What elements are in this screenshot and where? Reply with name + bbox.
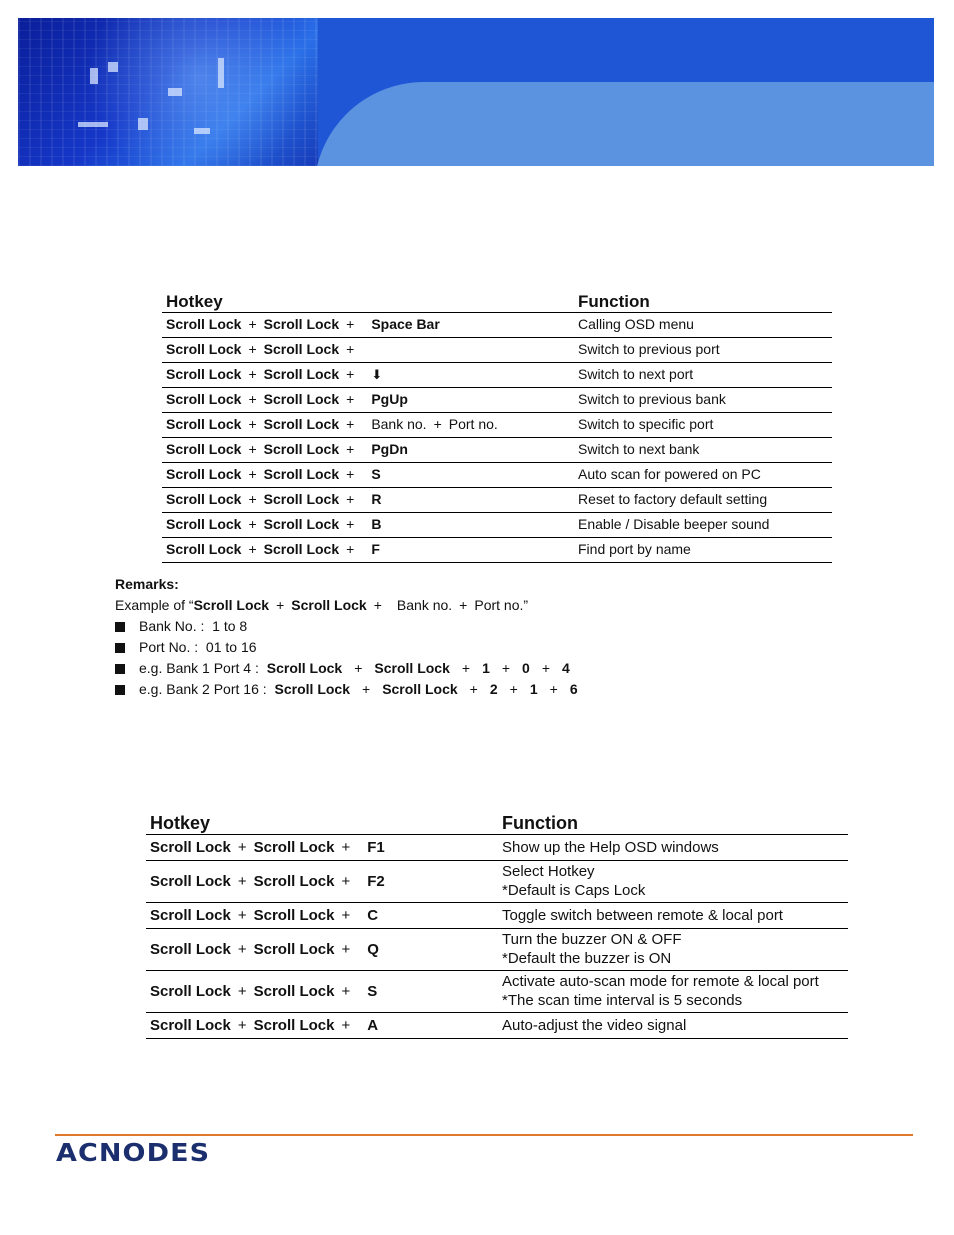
third-key bbox=[371, 365, 396, 384]
table-row bbox=[162, 462, 832, 487]
key-label: Scroll Lock bbox=[263, 366, 340, 382]
key-label: S bbox=[367, 982, 378, 1000]
plus-sign: + bbox=[237, 906, 247, 924]
key-label: Scroll Lock bbox=[150, 838, 231, 856]
down-arrow-icon: ⬇ bbox=[371, 367, 383, 382]
plus-sign: + bbox=[248, 516, 257, 532]
third-key bbox=[371, 440, 422, 459]
key-label: C bbox=[367, 906, 379, 924]
key-label: Scroll Lock bbox=[166, 491, 242, 507]
circuit-board-image bbox=[18, 18, 318, 166]
plus-sign: + bbox=[346, 491, 355, 507]
hotkey-cell bbox=[162, 437, 574, 462]
hotkey-cell bbox=[162, 337, 574, 362]
function-cell: Reset to factory default setting bbox=[574, 487, 832, 512]
third-key bbox=[371, 340, 385, 359]
key-label: Bank no. bbox=[371, 416, 427, 432]
footer-rule bbox=[55, 1134, 913, 1136]
third-key bbox=[371, 515, 395, 534]
function-cell: Switch to previous port bbox=[574, 337, 832, 362]
hotkey-cell bbox=[162, 512, 574, 537]
plus-sign: + bbox=[248, 466, 257, 482]
remarks-bullet-bank: Bank No. : 1 to 8 bbox=[115, 616, 578, 637]
function-cell: Auto scan for powered on PC bbox=[574, 462, 832, 487]
hotkey-cell bbox=[146, 902, 498, 928]
third-key bbox=[371, 315, 453, 334]
function-text: Toggle switch between remote & local port bbox=[502, 906, 783, 924]
key-label: S bbox=[371, 466, 381, 482]
hotkey-column-header: Hotkey bbox=[146, 810, 498, 834]
function-cell bbox=[498, 902, 848, 928]
plus-sign: + bbox=[248, 341, 257, 357]
plus-sign: + bbox=[237, 1016, 247, 1034]
key-label: Scroll Lock bbox=[166, 441, 242, 457]
key-label: Scroll Lock bbox=[263, 416, 340, 432]
table-row bbox=[146, 902, 848, 928]
table-row bbox=[162, 362, 832, 387]
plus-sign: + bbox=[237, 940, 247, 958]
key-label: Scroll Lock bbox=[263, 391, 340, 407]
function-column-header: Function bbox=[498, 810, 848, 834]
plus-sign: + bbox=[248, 541, 257, 557]
key-label: Space Bar bbox=[371, 316, 440, 332]
table-row bbox=[146, 928, 848, 970]
plus-sign: + bbox=[341, 982, 351, 1000]
function-cell bbox=[498, 970, 848, 1012]
acnodes-logo: ACNODES bbox=[56, 1138, 211, 1167]
hotkey-cell bbox=[162, 487, 574, 512]
hotkey-cell bbox=[162, 387, 574, 412]
function-text: Select Hotkey bbox=[502, 863, 595, 880]
remarks-example-1: e.g. Bank 1 Port 4 : Scroll Lock + Scroll Lock + 1 + 0 + 4 bbox=[115, 658, 578, 679]
plus-sign: + bbox=[248, 366, 257, 382]
hotkey-cell bbox=[162, 462, 574, 487]
key-label: Scroll Lock bbox=[253, 872, 335, 890]
key-label: Scroll Lock bbox=[166, 416, 242, 432]
key-label: Scroll Lock bbox=[253, 906, 335, 924]
table-row bbox=[162, 337, 832, 362]
table-row bbox=[162, 312, 832, 337]
remarks-example: Example of “Scroll Lock + Scroll Lock + Bank no. + Port no.” bbox=[115, 597, 529, 613]
key-label: Scroll Lock bbox=[150, 982, 231, 1000]
function-cell: Switch to previous bank bbox=[574, 387, 832, 412]
plus-sign: + bbox=[237, 872, 247, 890]
key-label: Scroll Lock bbox=[150, 940, 231, 958]
key-label: F bbox=[371, 541, 380, 557]
banner-curve bbox=[314, 82, 934, 166]
function-text: Auto-adjust the video signal bbox=[502, 1016, 687, 1034]
plus-sign: + bbox=[346, 441, 355, 457]
key-label: PgDn bbox=[371, 441, 408, 457]
key-label: A bbox=[367, 1016, 379, 1034]
table-row bbox=[162, 437, 832, 462]
hotkey-cell bbox=[146, 928, 498, 970]
key-label: Scroll Lock bbox=[150, 906, 231, 924]
key-label: Scroll Lock bbox=[263, 316, 340, 332]
key-label: Scroll Lock bbox=[263, 466, 340, 482]
key-label: Port no. bbox=[448, 416, 498, 432]
table-header-row bbox=[162, 287, 832, 312]
hotkey-cell bbox=[162, 537, 574, 562]
plus-sign: + bbox=[346, 541, 355, 557]
key-label: B bbox=[371, 516, 382, 532]
hotkey-table-1 bbox=[162, 287, 832, 563]
function-cell: Switch to specific port bbox=[574, 412, 832, 437]
remarks-example-2: e.g. Bank 2 Port 16 : Scroll Lock + Scroll Lock + 2 + 1 + 6 bbox=[115, 679, 578, 700]
key-label: Scroll Lock bbox=[166, 466, 242, 482]
key-label: Scroll Lock bbox=[253, 1016, 335, 1034]
key-label: Scroll Lock bbox=[166, 516, 242, 532]
hotkey-cell bbox=[146, 834, 498, 860]
key-label: Scroll Lock bbox=[263, 541, 340, 557]
key-label: Q bbox=[367, 940, 379, 958]
key-label: R bbox=[371, 491, 382, 507]
function-cell: Find port by name bbox=[574, 537, 832, 562]
function-cell: Enable / Disable beeper sound bbox=[574, 512, 832, 537]
key-label: Scroll Lock bbox=[166, 541, 242, 557]
function-text: Show up the Help OSD windows bbox=[502, 838, 719, 856]
table-row bbox=[162, 387, 832, 412]
hotkey-cell bbox=[146, 970, 498, 1012]
function-cell bbox=[498, 1012, 848, 1038]
key-label: Scroll Lock bbox=[263, 516, 340, 532]
bullet-icon bbox=[115, 643, 125, 653]
function-text: Activate auto-scan mode for remote & local port bbox=[502, 973, 819, 990]
plus-sign: + bbox=[433, 416, 442, 432]
remarks-bullet-port: Port No. : 01 to 16 bbox=[115, 637, 578, 658]
key-label: Scroll Lock bbox=[150, 1016, 231, 1034]
bullet-icon bbox=[115, 622, 125, 632]
function-note: *The scan time interval is 5 seconds bbox=[502, 992, 743, 1009]
hotkey-cell bbox=[146, 1012, 498, 1038]
third-key bbox=[371, 465, 394, 484]
bullet-icon bbox=[115, 664, 125, 674]
plus-sign: + bbox=[341, 838, 351, 856]
third-key bbox=[371, 415, 497, 434]
plus-sign: + bbox=[248, 416, 257, 432]
function-cell bbox=[498, 928, 848, 970]
key-label: Scroll Lock bbox=[166, 316, 242, 332]
hotkey-cell bbox=[162, 412, 574, 437]
key-label: Scroll Lock bbox=[166, 391, 242, 407]
plus-sign: + bbox=[346, 516, 355, 532]
function-cell bbox=[498, 834, 848, 860]
plus-sign: + bbox=[341, 872, 351, 890]
hotkey-table-2 bbox=[146, 810, 848, 1039]
key-label: Scroll Lock bbox=[263, 441, 340, 457]
plus-sign: + bbox=[346, 416, 355, 432]
plus-sign: + bbox=[248, 391, 257, 407]
table-row bbox=[146, 834, 848, 860]
key-label: Scroll Lock bbox=[263, 491, 340, 507]
table-row bbox=[146, 970, 848, 1012]
hotkey-cell bbox=[146, 860, 498, 902]
table-row bbox=[162, 537, 832, 562]
table-row bbox=[146, 860, 848, 902]
hotkey-cell bbox=[162, 362, 574, 387]
key-label: Scroll Lock bbox=[263, 341, 340, 357]
hotkey-column-header: Hotkey bbox=[162, 287, 574, 312]
plus-sign: + bbox=[341, 906, 351, 924]
key-label: PgUp bbox=[371, 391, 408, 407]
function-note: *Default is Caps Lock bbox=[502, 882, 646, 899]
key-label: Scroll Lock bbox=[150, 872, 231, 890]
plus-sign: + bbox=[248, 491, 257, 507]
plus-sign: + bbox=[248, 441, 257, 457]
key-label: Scroll Lock bbox=[166, 341, 242, 357]
plus-sign: + bbox=[341, 940, 351, 958]
remarks-section bbox=[115, 573, 578, 700]
function-cell: Switch to next bank bbox=[574, 437, 832, 462]
function-cell bbox=[498, 860, 848, 902]
plus-sign: + bbox=[346, 391, 355, 407]
plus-sign: + bbox=[346, 341, 355, 357]
function-column-header: Function bbox=[574, 287, 832, 312]
key-label: F2 bbox=[367, 872, 385, 890]
key-label: Scroll Lock bbox=[253, 982, 335, 1000]
plus-sign: + bbox=[248, 316, 257, 332]
bullet-icon bbox=[115, 685, 125, 695]
header-banner bbox=[18, 18, 934, 166]
key-label: Scroll Lock bbox=[166, 366, 242, 382]
plus-sign: + bbox=[341, 1016, 351, 1034]
plus-sign: + bbox=[346, 316, 355, 332]
function-cell: Calling OSD menu bbox=[574, 312, 832, 337]
third-key bbox=[371, 540, 394, 559]
key-label: Scroll Lock bbox=[253, 940, 335, 958]
key-label: F1 bbox=[367, 838, 385, 856]
third-key bbox=[371, 390, 422, 409]
third-key bbox=[371, 490, 395, 509]
table-row bbox=[162, 412, 832, 437]
plus-sign: + bbox=[346, 466, 355, 482]
plus-sign: + bbox=[237, 982, 247, 1000]
plus-sign: + bbox=[237, 838, 247, 856]
key-label: Scroll Lock bbox=[253, 838, 335, 856]
function-text: Turn the buzzer ON & OFF bbox=[502, 931, 682, 948]
plus-sign: + bbox=[346, 366, 355, 382]
function-cell: Switch to next port bbox=[574, 362, 832, 387]
table-row bbox=[146, 1012, 848, 1038]
table-row bbox=[162, 512, 832, 537]
remarks-title: Remarks: bbox=[115, 576, 179, 592]
table-header-row bbox=[146, 810, 848, 834]
hotkey-cell bbox=[162, 312, 574, 337]
function-note: *Default the buzzer is ON bbox=[502, 950, 672, 967]
table-row bbox=[162, 487, 832, 512]
